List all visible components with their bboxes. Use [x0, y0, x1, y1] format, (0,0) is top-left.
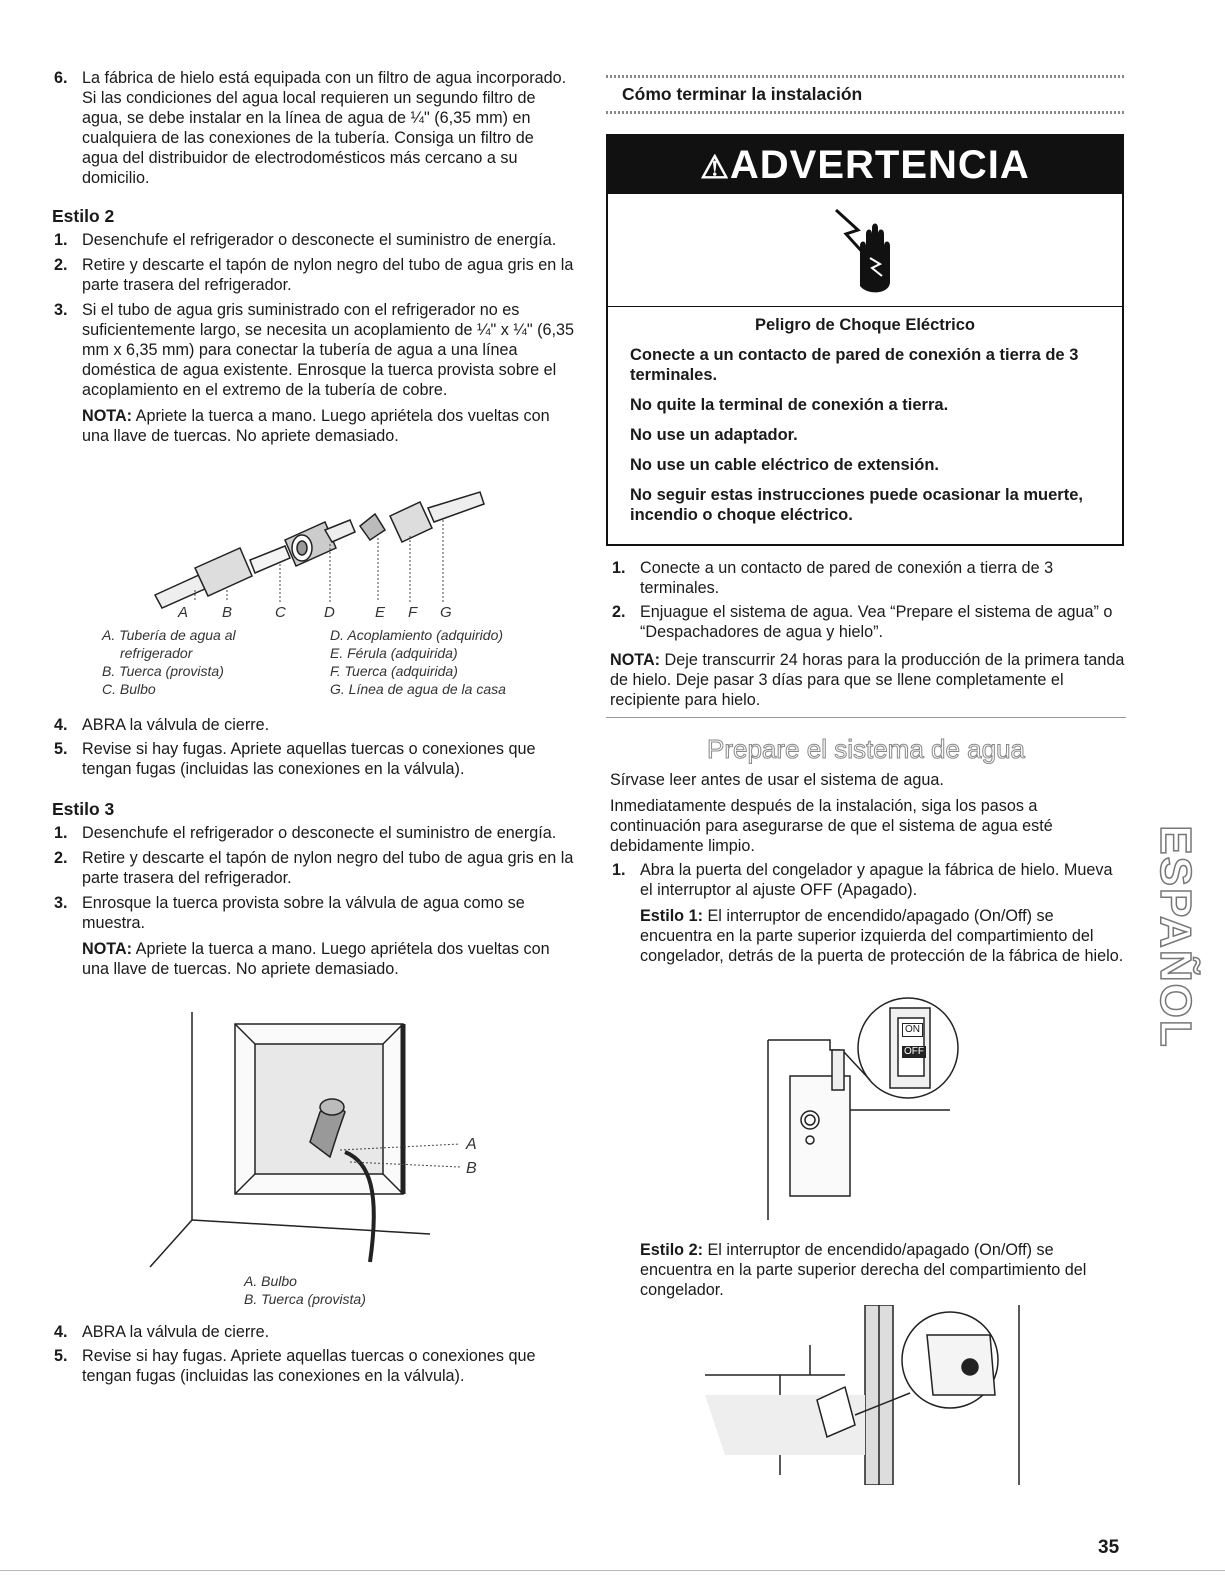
estilo3-steps: [52, 823, 574, 979]
coupling-diagram: [150, 490, 490, 620]
step-text: Abra la puerta del congelador y apague la fábrica de hielo. Mueva el interruptor al ajuste OFF (Apagado).: [640, 861, 1113, 899]
legend-item: refrigerador: [120, 645, 193, 661]
step-text: Revise si hay fugas. Apriete aquellas tuercas o conexiones que tengan fugas (incluidas las conexiones en la válvula).: [82, 740, 536, 778]
step-number: 1.: [612, 861, 626, 879]
valve-box-diagram: [140, 1012, 470, 1280]
step-number: 1.: [612, 559, 626, 577]
step-text: ABRA la válvula de cierre.: [82, 716, 270, 734]
fig-letter-e: E: [375, 604, 386, 621]
estilo3-heading: Estilo 3: [52, 799, 115, 819]
step-number: 5.: [54, 740, 68, 758]
nota-text: Apriete la tuerca a mano. Luego apriétela dos vueltas con una llave de tuercas. No apriete demasiado.: [82, 407, 550, 445]
legend-item: B. Tuerca (provista): [244, 1291, 366, 1307]
side-tab-label: ESPAÑOL: [1151, 825, 1200, 1049]
electric-shock-hand-icon: [608, 194, 1122, 306]
step-text: Conecte a un contacto de pared de conexión a tierra de 3 terminales.: [640, 559, 1054, 597]
warning-line: No use un adaptador.: [630, 426, 798, 444]
hazard-title: Peligro de Choque Eléctrico: [754, 316, 976, 334]
install-steps: [610, 558, 1125, 642]
step-number: 5.: [54, 1347, 68, 1365]
fig-letter-f: F: [408, 604, 418, 621]
fig-legend-left: [102, 626, 322, 698]
divider: [606, 717, 1126, 718]
nota-label: NOTA:: [82, 407, 133, 425]
prepare-intro: [610, 770, 1125, 856]
warning-header: [608, 136, 1122, 194]
step-number: 4.: [54, 1323, 68, 1341]
item-text: La fábrica de hielo está equipada con un filtro de agua incorporado. Si las condiciones del agua local requieren un segundo filtro de agua, se debe instalar en la línea de agua de ¼" (6,35 mm) en cualquiera de las conexiones de la tubería. Consiga un filtro de agua del distribuidor de electrodomésticos más cercano a su domicilio.: [82, 69, 567, 187]
step-number: 1.: [54, 231, 68, 249]
left-item-6: [52, 68, 574, 188]
install-nota: [610, 650, 1125, 710]
warning-text: [608, 307, 1122, 525]
step-number: 3.: [54, 894, 68, 912]
fig-letter-c: C: [275, 604, 286, 621]
item-number: 6.: [54, 69, 68, 87]
estilo2-heading: Estilo 2: [52, 206, 115, 226]
warning-box: [606, 134, 1124, 546]
fig-letter-d: D: [324, 604, 335, 621]
step-number: 2.: [612, 603, 626, 621]
section-title: Cómo terminar la instalación: [622, 84, 863, 104]
prepare-step-1: [610, 860, 1125, 966]
legend-item: A. Bulbo: [244, 1273, 297, 1289]
step-text: Enrosque la tuerca provista sobre la válvula de agua como se muestra.: [82, 894, 525, 932]
shock-symbol-area: [608, 194, 1122, 307]
warning-title: ADVERTENCIA: [729, 143, 1030, 187]
estilo2-switch-text: [640, 1240, 1110, 1300]
switch-style2-diagram: [705, 1305, 1025, 1485]
intro-text: Inmediatamente después de la instalación, siga los pasos a continuación para asegurarse de que el sistema de agua esté debidamente limpio.: [610, 797, 1053, 855]
step-number: 1.: [54, 824, 68, 842]
warning-line: No quite la terminal de conexión a tierra.: [630, 396, 949, 414]
warning-line: No use un cable eléctrico de extensión.: [630, 456, 940, 474]
switch-on-label: ON: [902, 1023, 923, 1037]
step-number: 2.: [54, 256, 68, 274]
fig-letter-g: G: [440, 604, 452, 621]
legend-item: D. Acoplamiento (adquirido): [330, 627, 504, 643]
section-rule-top: [606, 75, 1126, 78]
nota-paragraph: [82, 406, 574, 446]
estilo3-steps-b: [52, 1322, 574, 1386]
intro-text: Sírvase leer antes de usar el sistema de agua.: [610, 771, 944, 789]
legend-item: E. Férula (adquirida): [330, 645, 458, 661]
estilo1-label: Estilo 1:: [640, 907, 703, 925]
step-text: Retire y descarte el tapón de nylon negro del tubo de agua gris en la parte trasera del refrigerador.: [82, 849, 574, 887]
step-text: Enjuague el sistema de agua. Vea “Prepare el sistema de agua” o “Despachadores de agua y hielo”.: [640, 603, 1113, 641]
switch-style1-diagram: [760, 990, 970, 1220]
estilo2-text: El interruptor de encendido/apagado (On/Off) se encuentra en la parte superior derecha del compartimiento del congelador.: [640, 1241, 1087, 1299]
fig-letter-b: B: [466, 1160, 477, 1177]
fig-letter-a: A: [178, 604, 189, 621]
nota-text: Deje transcurrir 24 horas para la producción de la primera tanda de hielo. Deje pasar 3 días para que se llene completamente el recipiente para hielo.: [610, 651, 1125, 709]
step-text: Desenchufe el refrigerador o desconecte el suministro de energía.: [82, 824, 557, 842]
warning-line: Conecte a un contacto de pared de conexión a tierra de 3 terminales.: [630, 346, 1079, 384]
fig-letter-a: A: [466, 1136, 477, 1153]
nota-label: NOTA:: [610, 651, 661, 669]
page-edge-line: [0, 1570, 1225, 1571]
prepare-title: Prepare el sistema de agua: [707, 734, 1025, 764]
estilo2-steps-b: [52, 715, 574, 779]
step-text: ABRA la válvula de cierre.: [82, 1323, 270, 1341]
nota-label: NOTA:: [82, 940, 133, 958]
fig-legend-right: [330, 626, 570, 698]
page-number: 35: [1098, 1537, 1120, 1558]
warning-line: No seguir estas instrucciones puede ocasionar la muerte, incendio o choque eléctrico.: [630, 486, 1083, 524]
step-text: Retire y descarte el tapón de nylon negro del tubo de agua gris en la parte trasera del refrigerador.: [82, 256, 574, 294]
legend-item: F. Tuerca (adquirida): [330, 663, 458, 679]
step-number: 2.: [54, 849, 68, 867]
warning-triangle-icon: ⚠: [700, 149, 730, 185]
switch-off-label: OFF: [904, 1046, 924, 1057]
estilo2-label: Estilo 2:: [640, 1241, 703, 1259]
estilo2-steps: [52, 230, 574, 446]
legend-item: C. Bulbo: [102, 681, 156, 697]
fig-legend: [244, 1272, 366, 1308]
nota-text: Apriete la tuerca a mano. Luego apriétela dos vueltas con una llave de tuercas. No apriete demasiado.: [82, 940, 550, 978]
fig-letter-b: B: [222, 604, 233, 621]
legend-item: G. Línea de agua de la casa: [330, 681, 506, 697]
language-side-tab: [1145, 815, 1205, 1060]
estilo1-text: El interruptor de encendido/apagado (On/Off) se encuentra en la parte superior izquierda del compartimiento del congelador, detrás de la puerta de protección de la fábrica de hielo.: [640, 907, 1124, 965]
step-text: Revise si hay fugas. Apriete aquellas tuercas o conexiones que tengan fugas (incluidas las conexiones en la válvula).: [82, 1347, 536, 1385]
section-rule-bottom: [606, 111, 1126, 114]
step-text: Desenchufe el refrigerador o desconecte el suministro de energía.: [82, 231, 557, 249]
nota-paragraph: [82, 939, 574, 979]
legend-item: A. Tubería de agua al: [102, 627, 236, 643]
legend-item: B. Tuerca (provista): [102, 663, 224, 679]
step-text: Si el tubo de agua gris suministrado con el refrigerador no es suficientemente largo, se necesita un acoplamiento de ¼" x ¼" (6,35 mm x 6,35 mm) para conectar la tubería de agua a una línea doméstica de agua existente. Enrosque la tuerca provista sobre el acoplamiento en el extremo de la tubería de cobre.: [82, 301, 575, 399]
step-number: 4.: [54, 716, 68, 734]
step-number: 3.: [54, 301, 68, 319]
